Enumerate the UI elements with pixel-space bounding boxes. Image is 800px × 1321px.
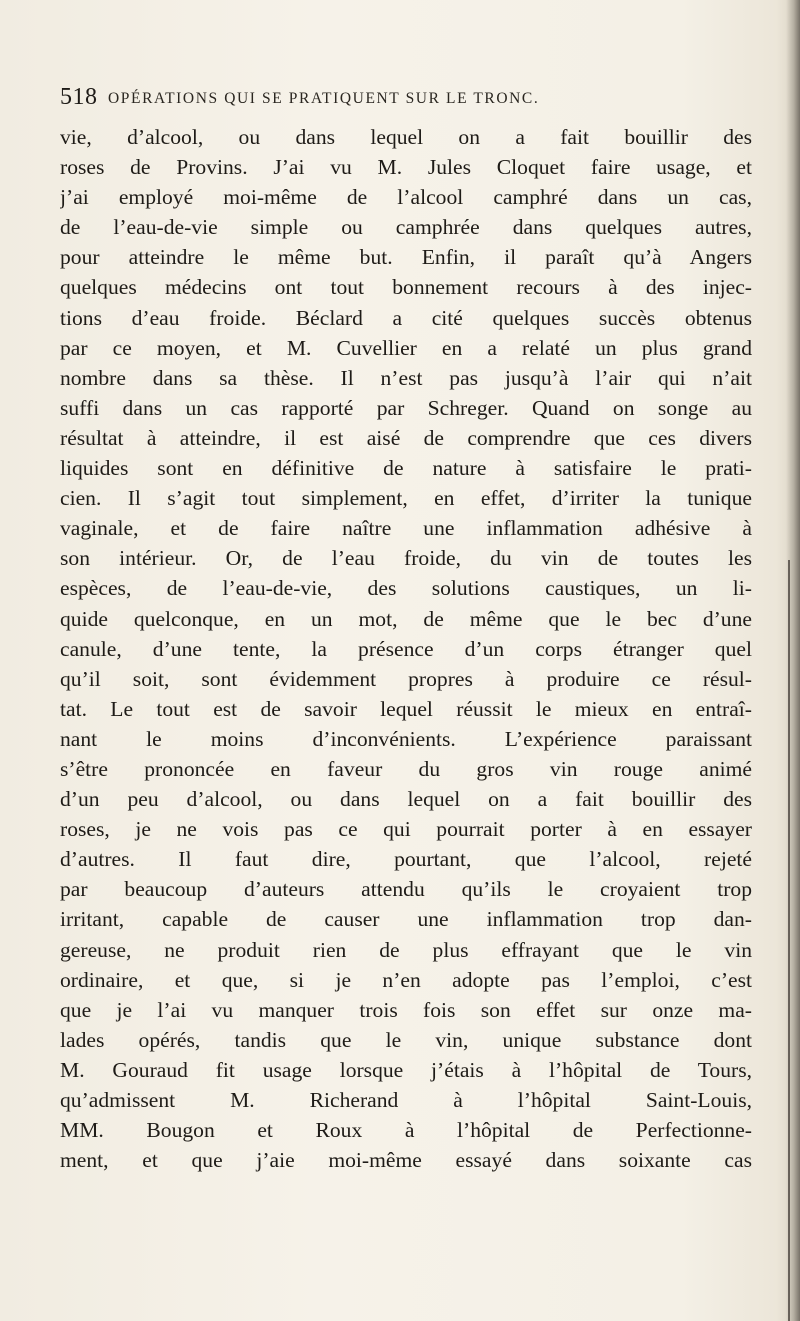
text-line: pour atteindre le même but. Enfin, il paraît qu’à Angers	[60, 245, 752, 270]
text-line: résultat à atteindre, il est aisé de comprendre que ces divers	[60, 425, 752, 450]
text-line: j’ai employé moi-même de l’alcool camphré dans un cas,	[60, 185, 752, 210]
text-line: d’autres. Il faut dire, pourtant, que l’alcool, rejeté	[60, 847, 752, 872]
text-line: roses de Provins. J’ai vu M. Jules Cloquet faire usage, et	[60, 155, 752, 180]
page-edge-line	[788, 560, 790, 1321]
text-line: quelques médecins ont tout bonnement recours à des injec-	[60, 275, 752, 300]
running-title: OPÉRATIONS QUI SE PRATIQUENT SUR LE TRONC.	[108, 90, 540, 107]
text-line: son intérieur. Or, de l’eau froide, du vin de toutes les	[60, 546, 752, 571]
text-line: qu’admissent M. Richerand à l’hôpital Saint-Louis,	[60, 1088, 752, 1112]
text-line: vaginale, et de faire naître une inflammation adhésive à	[60, 516, 752, 541]
text-line: canule, d’une tente, la présence d’un corps étranger quel	[60, 636, 752, 661]
text-line: ordinaire, et que, si je n’en adopte pas l’emploi, c’est	[60, 967, 752, 992]
page-header	[60, 84, 750, 114]
text-line: nant le moins d’inconvénients. L’expérience paraissant	[60, 726, 752, 751]
text-line: suffi dans un cas rapporté par Schreger. Quand on songe au	[60, 395, 752, 420]
text-line: vie, d’alcool, ou dans lequel on a fait bouillir des	[60, 125, 752, 149]
text-line: liquides sont en définitive de nature à satisfaire le prati-	[60, 456, 752, 481]
text-line: de l’eau-de-vie simple ou camphrée dans quelques autres,	[60, 215, 752, 240]
text-line: par ce moyen, et M. Cuvellier en a relaté un plus grand	[60, 335, 752, 360]
text-line: par beaucoup d’auteurs attendu qu’ils le croyaient trop	[60, 877, 752, 902]
text-line: cien. Il s’agit tout simplement, en effet, d’irriter la tunique	[60, 486, 752, 511]
text-line: tions d’eau froide. Béclard a cité quelques succès obtenus	[60, 305, 752, 330]
text-line: que je l’ai vu manquer trois fois son effet sur onze ma-	[60, 997, 752, 1022]
text-line: espèces, de l’eau-de-vie, des solutions caustiques, un li-	[60, 576, 752, 601]
text-line: qu’il soit, sont évidemment propres à produire ce résul-	[60, 666, 752, 691]
text-line: roses, je ne vois pas ce qui pourrait porter à en essayer	[60, 817, 752, 842]
body-text	[60, 122, 752, 1175]
text-line: s’être prononcée en faveur du gros vin rouge animé	[60, 756, 752, 781]
text-line: ment, et que j’aie moi-même essayé dans soixante cas	[60, 1148, 752, 1173]
text-line: d’un peu d’alcool, ou dans lequel on a fait bouillir des	[60, 787, 752, 812]
text-line: MM. Bougon et Roux à l’hôpital de Perfectionne-	[60, 1118, 752, 1143]
text-line: lades opérés, tandis que le vin, unique substance dont	[60, 1027, 752, 1052]
text-line: tat. Le tout est de savoir lequel réussit le mieux en entraî-	[60, 696, 752, 721]
page-number: 518	[60, 84, 98, 110]
text-line: M. Gouraud fit usage lorsque j’étais à l’hôpital de Tours,	[60, 1057, 752, 1082]
text-line: quide quelconque, en un mot, de même que le bec d’une	[60, 606, 752, 631]
text-line: irritant, capable de causer une inflammation trop dan-	[60, 907, 752, 932]
text-line: nombre dans sa thèse. Il n’est pas jusqu’à l’air qui n’ait	[60, 365, 752, 390]
text-line: gereuse, ne produit rien de plus effrayant que le vin	[60, 937, 752, 962]
